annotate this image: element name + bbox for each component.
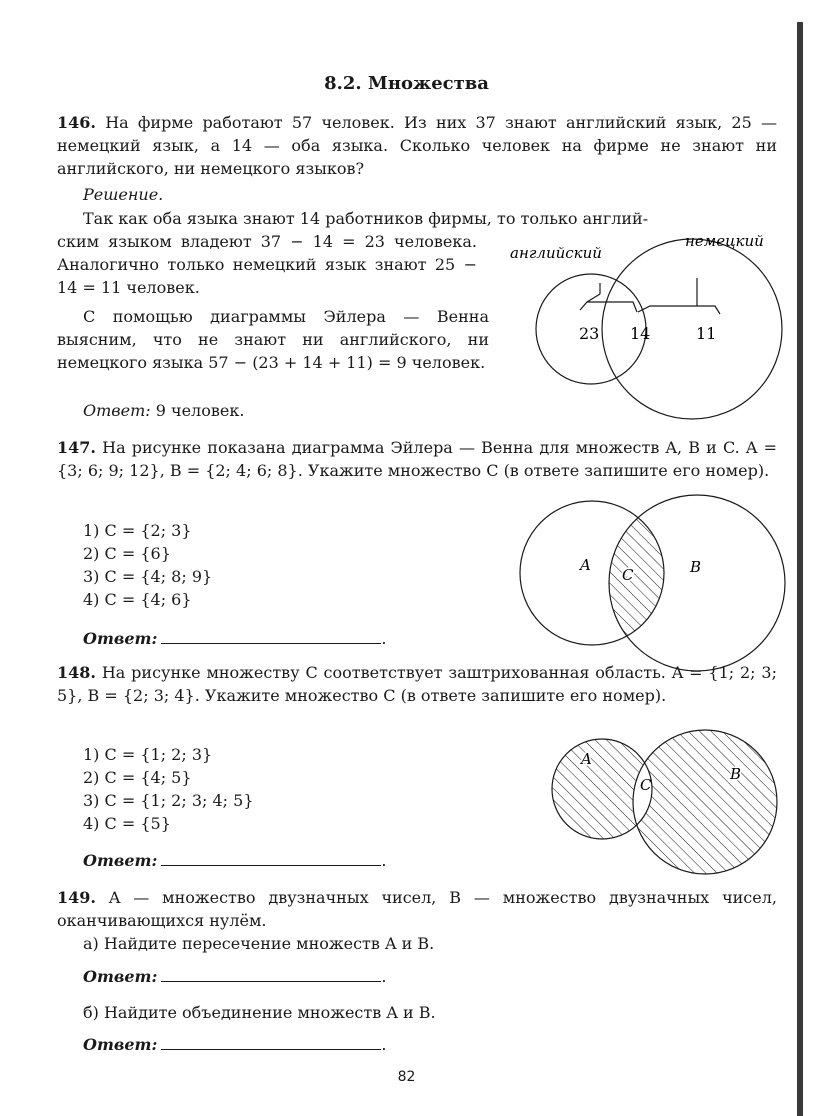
venn-diagram-146 [500, 228, 790, 403]
problem-148-statement [57, 661, 777, 707]
answer-label: Ответ: [83, 401, 151, 420]
problem-146-solution-label: Решение. [83, 185, 164, 204]
problem-149-part-a: а) Найдите пересечение множеств A и B. [83, 934, 435, 953]
option-3: 3) C = {1; 2; 3; 4; 5} [83, 791, 254, 810]
problem-149-number: 149. [57, 888, 96, 907]
page-number: 82 [397, 1069, 416, 1085]
set-b-hatch [633, 730, 777, 874]
problem-146-solution-para2: С помощью диаграммы Эйлера — Венна выясним, что не знают ни английского, ни немецкого языка 57 − (23 + 14 + 11) = 9 человек. [57, 307, 489, 372]
problem-147-options [83, 519, 212, 611]
label-a: A [580, 556, 591, 574]
option-2: 2) C = {4; 5} [83, 768, 192, 787]
problem-146-solution-para1: ским языком владеют 37 − 14 = 23 человека. Аналогично только немецкий язык знают 25 − 14 = 11 человек. [57, 232, 477, 297]
intersection-hatch [609, 495, 785, 671]
problem-148-options [83, 743, 254, 835]
answer-label: Ответ: [83, 1035, 158, 1054]
label-b: B [730, 765, 742, 783]
problem-148-text: На рисунке множеству C соответствует заштрихованная область. A = {1; 2; 3; 5}, B = {2; 3; 4}. Укажите множество C (в ответе запишите его номер). [57, 663, 777, 705]
problem-149-text: A — множество двузначных чисел, B — множество двузначных чисел, оканчивающихся нулём. [57, 888, 777, 930]
problem-149-statement [57, 886, 777, 932]
answer-label: Ответ: [83, 851, 158, 870]
problem-146-solution-line1: Так как оба языка знают 14 работников фирмы, то только англий- [83, 209, 649, 228]
problem-148-number: 148. [57, 663, 96, 682]
option-4: 4) C = {4; 6} [83, 590, 192, 609]
german-bracket [638, 306, 720, 314]
answer-line[interactable] [161, 1035, 381, 1050]
english-bracket-join [587, 294, 600, 302]
label-c: C [622, 566, 634, 584]
value-both: 14 [630, 324, 651, 343]
option-1: 1) C = {1; 2; 3} [83, 745, 213, 764]
section-heading: 8.2. Множества [324, 73, 489, 94]
problem-147-number: 147. [57, 438, 96, 457]
label-a: A [581, 750, 592, 768]
value-english-only: 23 [579, 324, 600, 343]
option-2: 2) C = {6} [83, 544, 171, 563]
problem-147-text: На рисунке показана диаграмма Эйлера — Венна для множеств A, B и C. A = {3; 6; 9; 12}, B = {2; 4; 6; 8}. Укажите множество C (в ответе запишите его номер). [57, 438, 777, 480]
venn-diagram-147 [510, 495, 790, 680]
label-b: B [690, 558, 702, 576]
page-edge [797, 22, 803, 1116]
problem-149-answer-b: Ответ: . [83, 1035, 387, 1054]
problem-146-text: На фирме работают 57 человек. Из них 37 знают английский язык, 25 — немецкий язык, а 14 — оба языка. Сколько человек на фирме не знают ни английского, ни немецкого языков? [57, 113, 777, 178]
problem-146-answer [83, 399, 244, 422]
answer-value: 9 человек. [155, 401, 245, 420]
answer-label: Ответ: [83, 629, 158, 648]
answer-line[interactable] [161, 629, 381, 644]
option-3: 3) C = {4; 8; 9} [83, 567, 213, 586]
problem-146-statement [57, 111, 777, 180]
problem-149-answer-a: Ответ: . [83, 967, 387, 986]
problem-148-answer: Ответ: . [83, 851, 387, 870]
problem-147-statement [57, 436, 777, 482]
option-4: 4) C = {5} [83, 814, 171, 833]
english-bracket [580, 302, 637, 312]
answer-label: Ответ: [83, 967, 158, 986]
english-label: английский [510, 244, 602, 262]
problem-149-part-b: б) Найдите объединение множеств A и B. [83, 1003, 436, 1022]
label-c: C [640, 776, 652, 794]
german-circle [602, 239, 782, 419]
value-german-only: 11 [696, 324, 717, 343]
answer-line[interactable] [161, 851, 381, 866]
venn-diagram-148 [548, 727, 788, 882]
problem-146-number: 146. [57, 113, 96, 132]
option-1: 1) C = {2; 3} [83, 521, 192, 540]
answer-line[interactable] [161, 967, 381, 982]
german-label: немецкий [685, 232, 764, 250]
problem-147-answer: Ответ: . [83, 629, 387, 648]
